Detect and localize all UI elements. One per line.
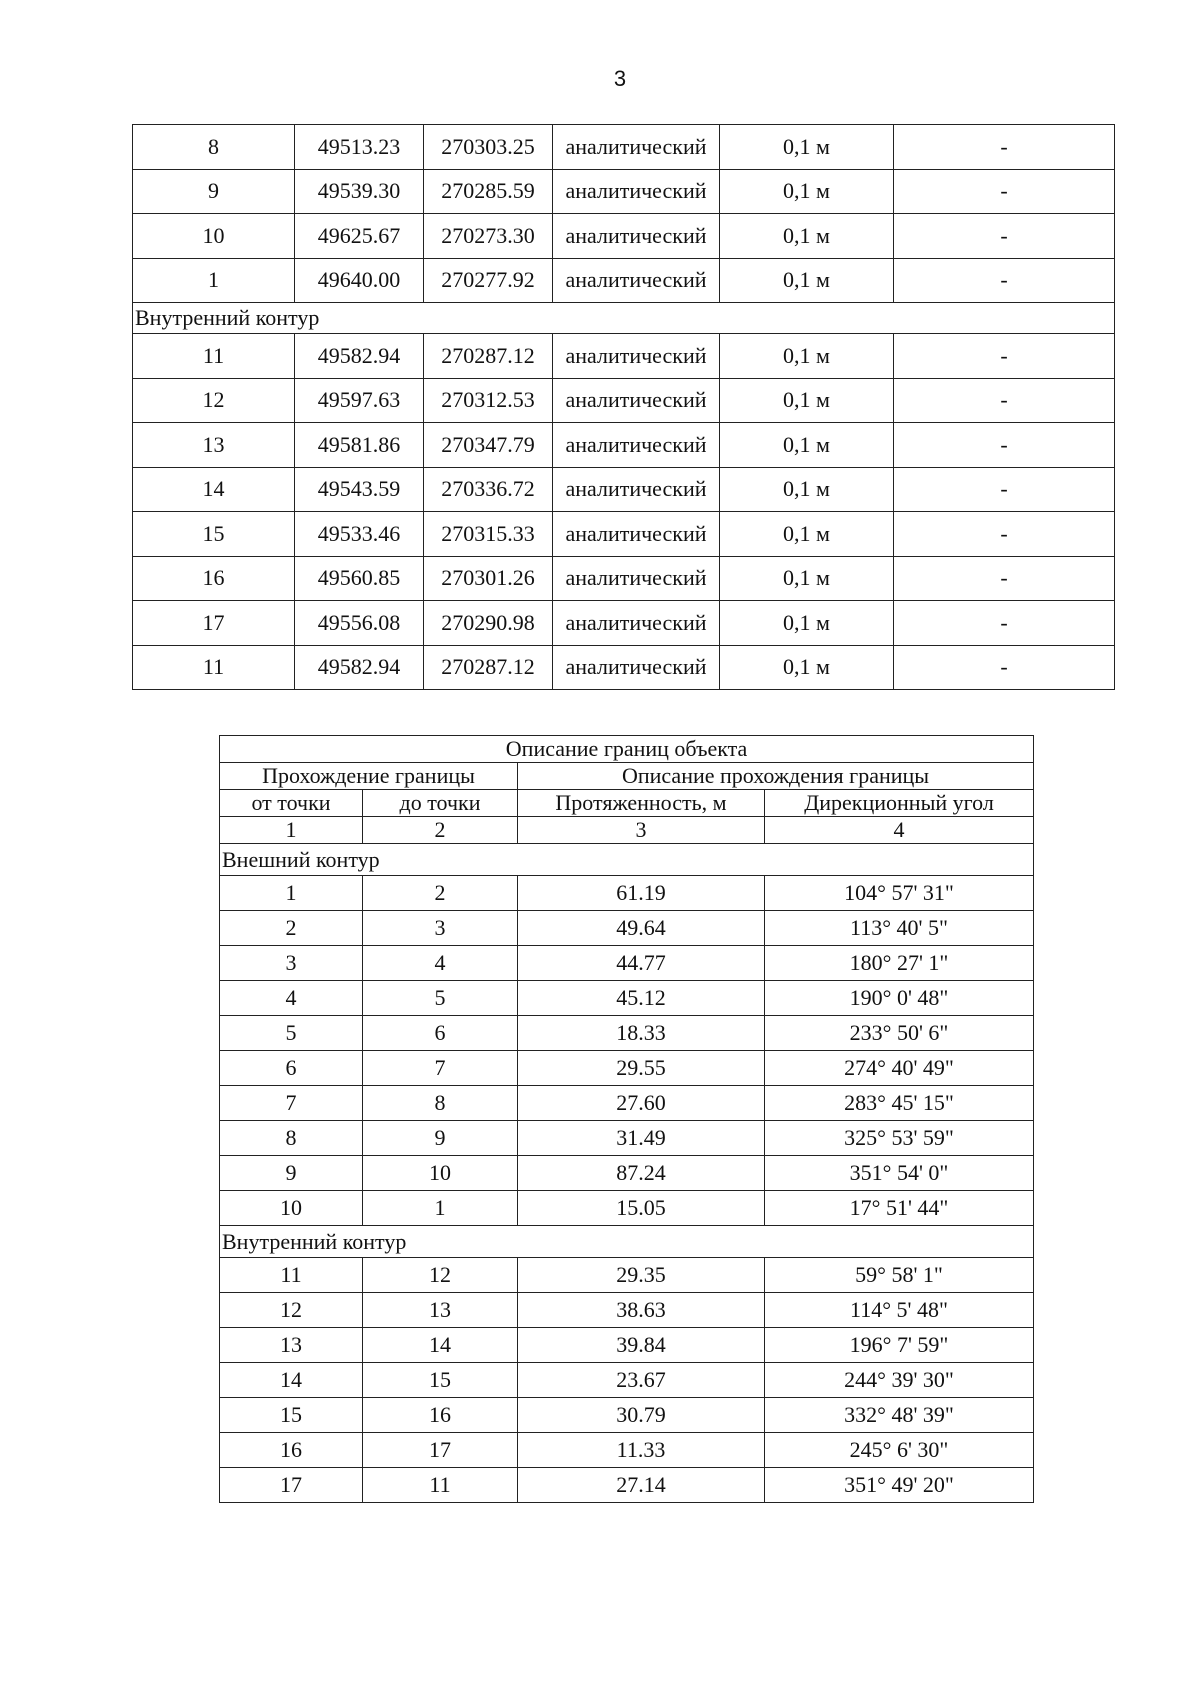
table-row [133,601,1115,646]
table-cell: - [894,423,1115,468]
table-cell: - [894,378,1115,423]
table-title: Описание границ объекта [220,736,1034,763]
table-cell: аналитический [553,214,720,259]
boundary-body-outer [220,876,1034,1226]
table-cell: 113° 40' 5" [765,911,1034,946]
table-cell: 49513.23 [295,125,424,170]
table-cell: 49543.59 [295,467,424,512]
table-cell: 5 [220,1016,363,1051]
table-row [220,1016,1034,1051]
table-cell: 5 [363,981,518,1016]
table-row [220,911,1034,946]
table-cell: 39.84 [518,1328,765,1363]
table-cell: 49625.67 [295,214,424,259]
coordinates-table [132,124,1115,690]
table-cell: 38.63 [518,1293,765,1328]
table-cell: 6 [363,1016,518,1051]
table-cell: 6 [220,1051,363,1086]
table-cell: 270290.98 [424,601,553,646]
table-cell: 44.77 [518,946,765,981]
table-row [220,1051,1034,1086]
table-cell: 49582.94 [295,334,424,379]
table-row [133,556,1115,601]
table-cell: 180° 27' 1" [765,946,1034,981]
table-row [133,467,1115,512]
table-row [133,512,1115,557]
table-row [133,378,1115,423]
table-cell: - [894,125,1115,170]
section-label-outer: Внешний контур [220,844,1034,876]
table-cell: 10 [363,1156,518,1191]
table-row [220,1086,1034,1121]
table-cell: 13 [133,423,295,468]
table-row [133,125,1115,170]
group-header-description: Описание прохождения границы [518,763,1034,790]
table-cell: - [894,169,1115,214]
table-cell: аналитический [553,378,720,423]
table-cell: аналитический [553,258,720,303]
table-cell: аналитический [553,125,720,170]
table-row [133,258,1115,303]
boundary-description-table [219,735,1034,1503]
table-row [220,1398,1034,1433]
table-cell: - [894,512,1115,557]
table-cell: 270301.26 [424,556,553,601]
table-cell: 11 [133,645,295,690]
table-cell: 351° 54' 0" [765,1156,1034,1191]
table-cell: 8 [220,1121,363,1156]
table-cell: 17° 51' 44" [765,1191,1034,1226]
table-cell: 244° 39' 30" [765,1363,1034,1398]
table-cell: 31.49 [518,1121,765,1156]
table-row [220,1433,1034,1468]
table-cell: 104° 57' 31" [765,876,1034,911]
table-cell: 114° 5' 48" [765,1293,1034,1328]
section-row-inner [133,303,1115,334]
table-cell: 13 [220,1328,363,1363]
table-row [220,981,1034,1016]
table-cell: аналитический [553,423,720,468]
table-row [133,214,1115,259]
table-cell: 17 [363,1433,518,1468]
table-cell: 11.33 [518,1433,765,1468]
column-number: 2 [363,817,518,844]
table-row [220,1293,1034,1328]
table-row [220,1468,1034,1503]
table-cell: 233° 50' 6" [765,1016,1034,1051]
section-row-inner [220,1226,1034,1258]
table-cell: 7 [220,1086,363,1121]
table-cell: 12 [133,378,295,423]
table-row [220,1328,1034,1363]
table-cell: 17 [133,601,295,646]
table-cell: 196° 7' 59" [765,1328,1034,1363]
table-cell: 9 [363,1121,518,1156]
table-cell: аналитический [553,556,720,601]
table-cell: 10 [220,1191,363,1226]
table-cell: 0,1 м [720,467,894,512]
column-header-to: до точки [363,790,518,817]
table-cell: 29.35 [518,1258,765,1293]
column-header-from: от точки [220,790,363,817]
table-cell: 0,1 м [720,125,894,170]
table-row [133,334,1115,379]
table-cell: 0,1 м [720,556,894,601]
table-cell: 29.55 [518,1051,765,1086]
table-cell: 270336.72 [424,467,553,512]
table-cell: 45.12 [518,981,765,1016]
table-cell: 270303.25 [424,125,553,170]
table-cell: 3 [363,911,518,946]
section-label-inner: Внутренний контур [220,1226,1034,1258]
column-header-angle: Дирекционный угол [765,790,1034,817]
table-cell: 49581.86 [295,423,424,468]
table-cell: 0,1 м [720,214,894,259]
table-cell: 9 [220,1156,363,1191]
table-cell: 2 [363,876,518,911]
table-cell: - [894,556,1115,601]
table-cell: 17 [220,1468,363,1503]
table-cell: аналитический [553,169,720,214]
table-cell: 274° 40' 49" [765,1051,1034,1086]
column-number-row [220,817,1034,844]
table-cell: 14 [363,1328,518,1363]
table-cell: 270277.92 [424,258,553,303]
column-header-row [220,790,1034,817]
table-cell: 59° 58' 1" [765,1258,1034,1293]
table-cell: - [894,214,1115,259]
table-cell: 270287.12 [424,645,553,690]
table-cell: 12 [220,1293,363,1328]
table-cell: 270285.59 [424,169,553,214]
table-cell: 1 [363,1191,518,1226]
table-cell: 2 [220,911,363,946]
table-cell: 0,1 м [720,512,894,557]
table-cell: 13 [363,1293,518,1328]
table-row [220,876,1034,911]
table-cell: 49556.08 [295,601,424,646]
table-cell: 11 [133,334,295,379]
boundary-body-inner [220,1258,1034,1503]
table-cell: 0,1 м [720,645,894,690]
table-cell: 49560.85 [295,556,424,601]
table-cell: аналитический [553,467,720,512]
table-cell: 7 [363,1051,518,1086]
table-cell: 16 [363,1398,518,1433]
table-cell: 49.64 [518,911,765,946]
table-cell: 87.24 [518,1156,765,1191]
table-cell: 15.05 [518,1191,765,1226]
table-cell: 49533.46 [295,512,424,557]
table-cell: 8 [133,125,295,170]
table-cell: 11 [363,1468,518,1503]
table-cell: 14 [133,467,295,512]
table-cell: 12 [363,1258,518,1293]
table-cell: аналитический [553,334,720,379]
coordinates-body-b [133,334,1115,690]
table-cell: 1 [133,258,295,303]
column-header-length: Протяженность, м [518,790,765,817]
table-cell: 351° 49' 20" [765,1468,1034,1503]
table-cell: 4 [220,981,363,1016]
table-cell: 332° 48' 39" [765,1398,1034,1433]
table-cell: 49640.00 [295,258,424,303]
table-row [220,946,1034,981]
table-cell: 15 [363,1363,518,1398]
table-row [133,645,1115,690]
table-cell: 0,1 м [720,169,894,214]
column-number: 4 [765,817,1034,844]
table-cell: 270287.12 [424,334,553,379]
table-cell: 283° 45' 15" [765,1086,1034,1121]
table-row [220,1191,1034,1226]
table-cell: 8 [363,1086,518,1121]
table-cell: 27.60 [518,1086,765,1121]
table-cell: 10 [133,214,295,259]
table-cell: 0,1 м [720,334,894,379]
table-cell: - [894,601,1115,646]
table-cell: 9 [133,169,295,214]
table-cell: 3 [220,946,363,981]
table-cell: 23.67 [518,1363,765,1398]
table-cell: 325° 53' 59" [765,1121,1034,1156]
table-cell: 0,1 м [720,258,894,303]
table-cell: аналитический [553,645,720,690]
table-cell: 14 [220,1363,363,1398]
column-number: 1 [220,817,363,844]
table-cell: 190° 0' 48" [765,981,1034,1016]
table-cell: 11 [220,1258,363,1293]
table-cell: - [894,334,1115,379]
table-cell: 16 [133,556,295,601]
group-header-passage: Прохождение границы [220,763,518,790]
table-cell: 0,1 м [720,423,894,468]
table-cell: 18.33 [518,1016,765,1051]
table-cell: - [894,258,1115,303]
table-cell: - [894,645,1115,690]
table-cell: 270347.79 [424,423,553,468]
table-cell: 245° 6' 30" [765,1433,1034,1468]
table-title-row [220,736,1034,763]
table-row [220,1363,1034,1398]
column-number: 3 [518,817,765,844]
table-cell: 270273.30 [424,214,553,259]
table-cell: 0,1 м [720,378,894,423]
table-row [220,1156,1034,1191]
table-cell: 15 [220,1398,363,1433]
table-cell: 49539.30 [295,169,424,214]
table-cell: аналитический [553,512,720,557]
table-row [220,1258,1034,1293]
table-cell: 16 [220,1433,363,1468]
table-cell: - [894,467,1115,512]
table-cell: 270315.33 [424,512,553,557]
table-cell: 30.79 [518,1398,765,1433]
table-row [133,423,1115,468]
table-cell: 27.14 [518,1468,765,1503]
table-cell: 61.19 [518,876,765,911]
table-cell: 4 [363,946,518,981]
section-row-outer [220,844,1034,876]
coordinates-body-a [133,125,1115,303]
section-label-inner: Внутренний контур [133,303,1115,334]
table-row [133,169,1115,214]
table-row [220,1121,1034,1156]
table-cell: 49582.94 [295,645,424,690]
table-cell: 0,1 м [720,601,894,646]
page-number: 3 [613,66,627,91]
table-cell: 49597.63 [295,378,424,423]
table-cell: 270312.53 [424,378,553,423]
table-cell: 15 [133,512,295,557]
table-cell: 1 [220,876,363,911]
table-cell: аналитический [553,601,720,646]
group-header-row [220,763,1034,790]
